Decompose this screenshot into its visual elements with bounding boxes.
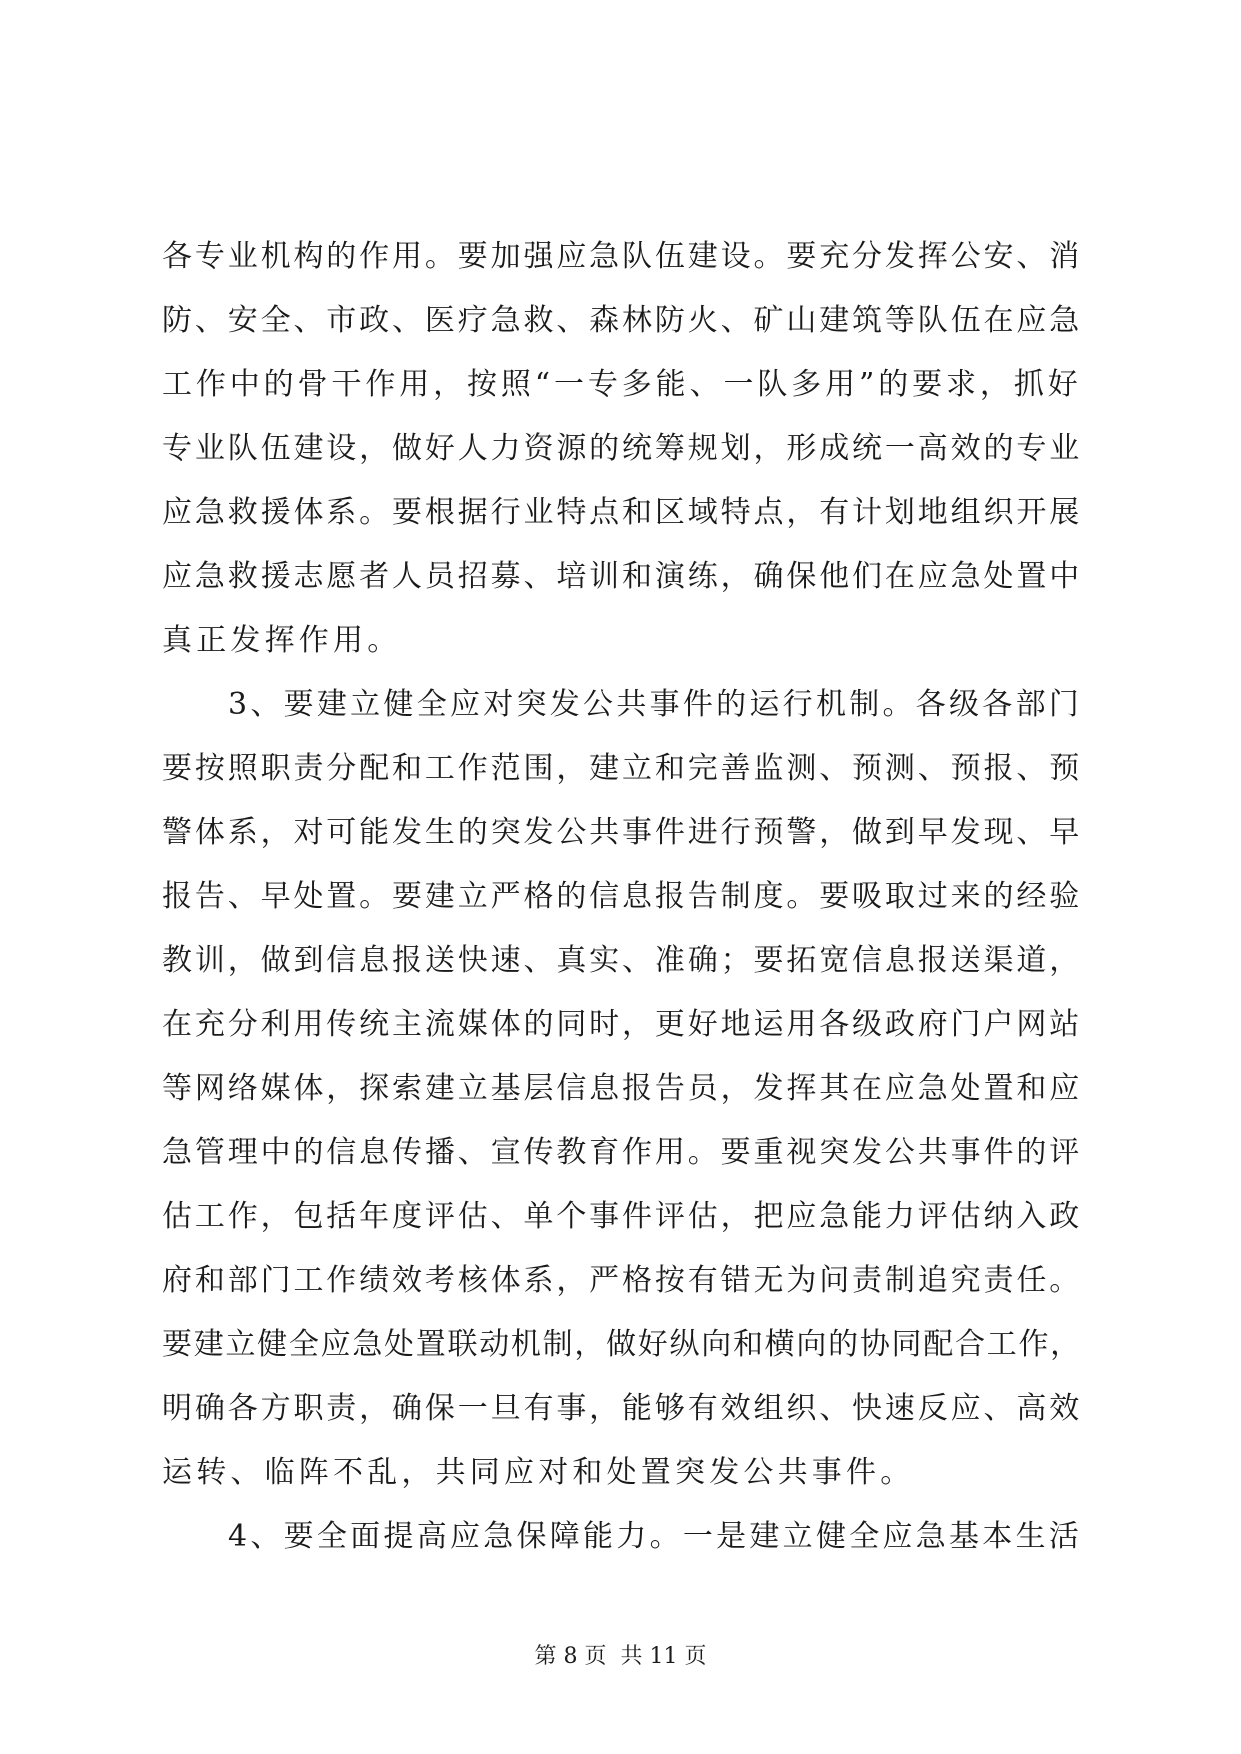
paragraph-first-line: 4、要全面提高应急保障能力。一是建立健全应急基本生活 — [228, 1519, 1082, 1554]
text-line: 在充分利用传统主流媒体的同时，更好地运用各级政府门户网站 — [162, 1007, 1082, 1042]
text-line: 专业队伍建设，做好人力资源的统筹规划，形成统一高效的专业 — [162, 431, 1082, 466]
text-line: 等网络媒体，探索建立基层信息报告员，发挥其在应急处置和应 — [162, 1071, 1082, 1106]
text-line: 要按照职责分配和工作范围，建立和完善监测、预测、预报、预 — [162, 751, 1082, 786]
text-line: 防、安全、市政、医疗急救、森林防火、矿山建筑等队伍在应急 — [162, 303, 1082, 338]
text-line: 真正发挥作用。 — [162, 623, 402, 658]
text-line: 各专业机构的作用。要加强应急队伍建设。要充分发挥公安、消 — [162, 239, 1082, 274]
text-line: 应急救援志愿者人员招募、培训和演练，确保他们在应急处置中 — [162, 559, 1082, 594]
text-line: 应急救援体系。要根据行业特点和区域特点，有计划地组织开展 — [162, 495, 1082, 530]
page-number-footer: 第 8 页 共 11 页 — [534, 1644, 707, 1669]
text-line: 运转、临阵不乱，共同应对和处置突发公共事件。 — [162, 1455, 915, 1490]
text-line: 急管理中的信息传播、宣传教育作用。要重视突发公共事件的评 — [162, 1135, 1082, 1170]
text-line: 要建立健全应急处置联动机制，做好纵向和横向的协同配合工作， — [162, 1327, 1082, 1362]
text-line: 府和部门工作绩效考核体系，严格按有错无为问责制追究责任。 — [162, 1263, 1082, 1298]
text-line: 报告、早处置。要建立严格的信息报告制度。要吸取过来的经验 — [162, 879, 1082, 914]
text-line: 明确各方职责，确保一旦有事，能够有效组织、快速反应、高效 — [162, 1391, 1082, 1426]
text-line: 估工作，包括年度评估、单个事件评估，把应急能力评估纳入政 — [162, 1199, 1082, 1234]
text-line: 教训，做到信息报送快速、真实、准确；要拓宽信息报送渠道， — [162, 943, 1082, 978]
text-line: 工作中的骨干作用，按照“一专多能、一队多用”的要求，抓好 — [162, 367, 1082, 402]
text-line: 警体系，对可能发生的突发公共事件进行预警，做到早发现、早 — [162, 815, 1082, 850]
paragraph-first-line: 3、要建立健全应对突发公共事件的运行机制。各级各部门 — [228, 687, 1082, 722]
